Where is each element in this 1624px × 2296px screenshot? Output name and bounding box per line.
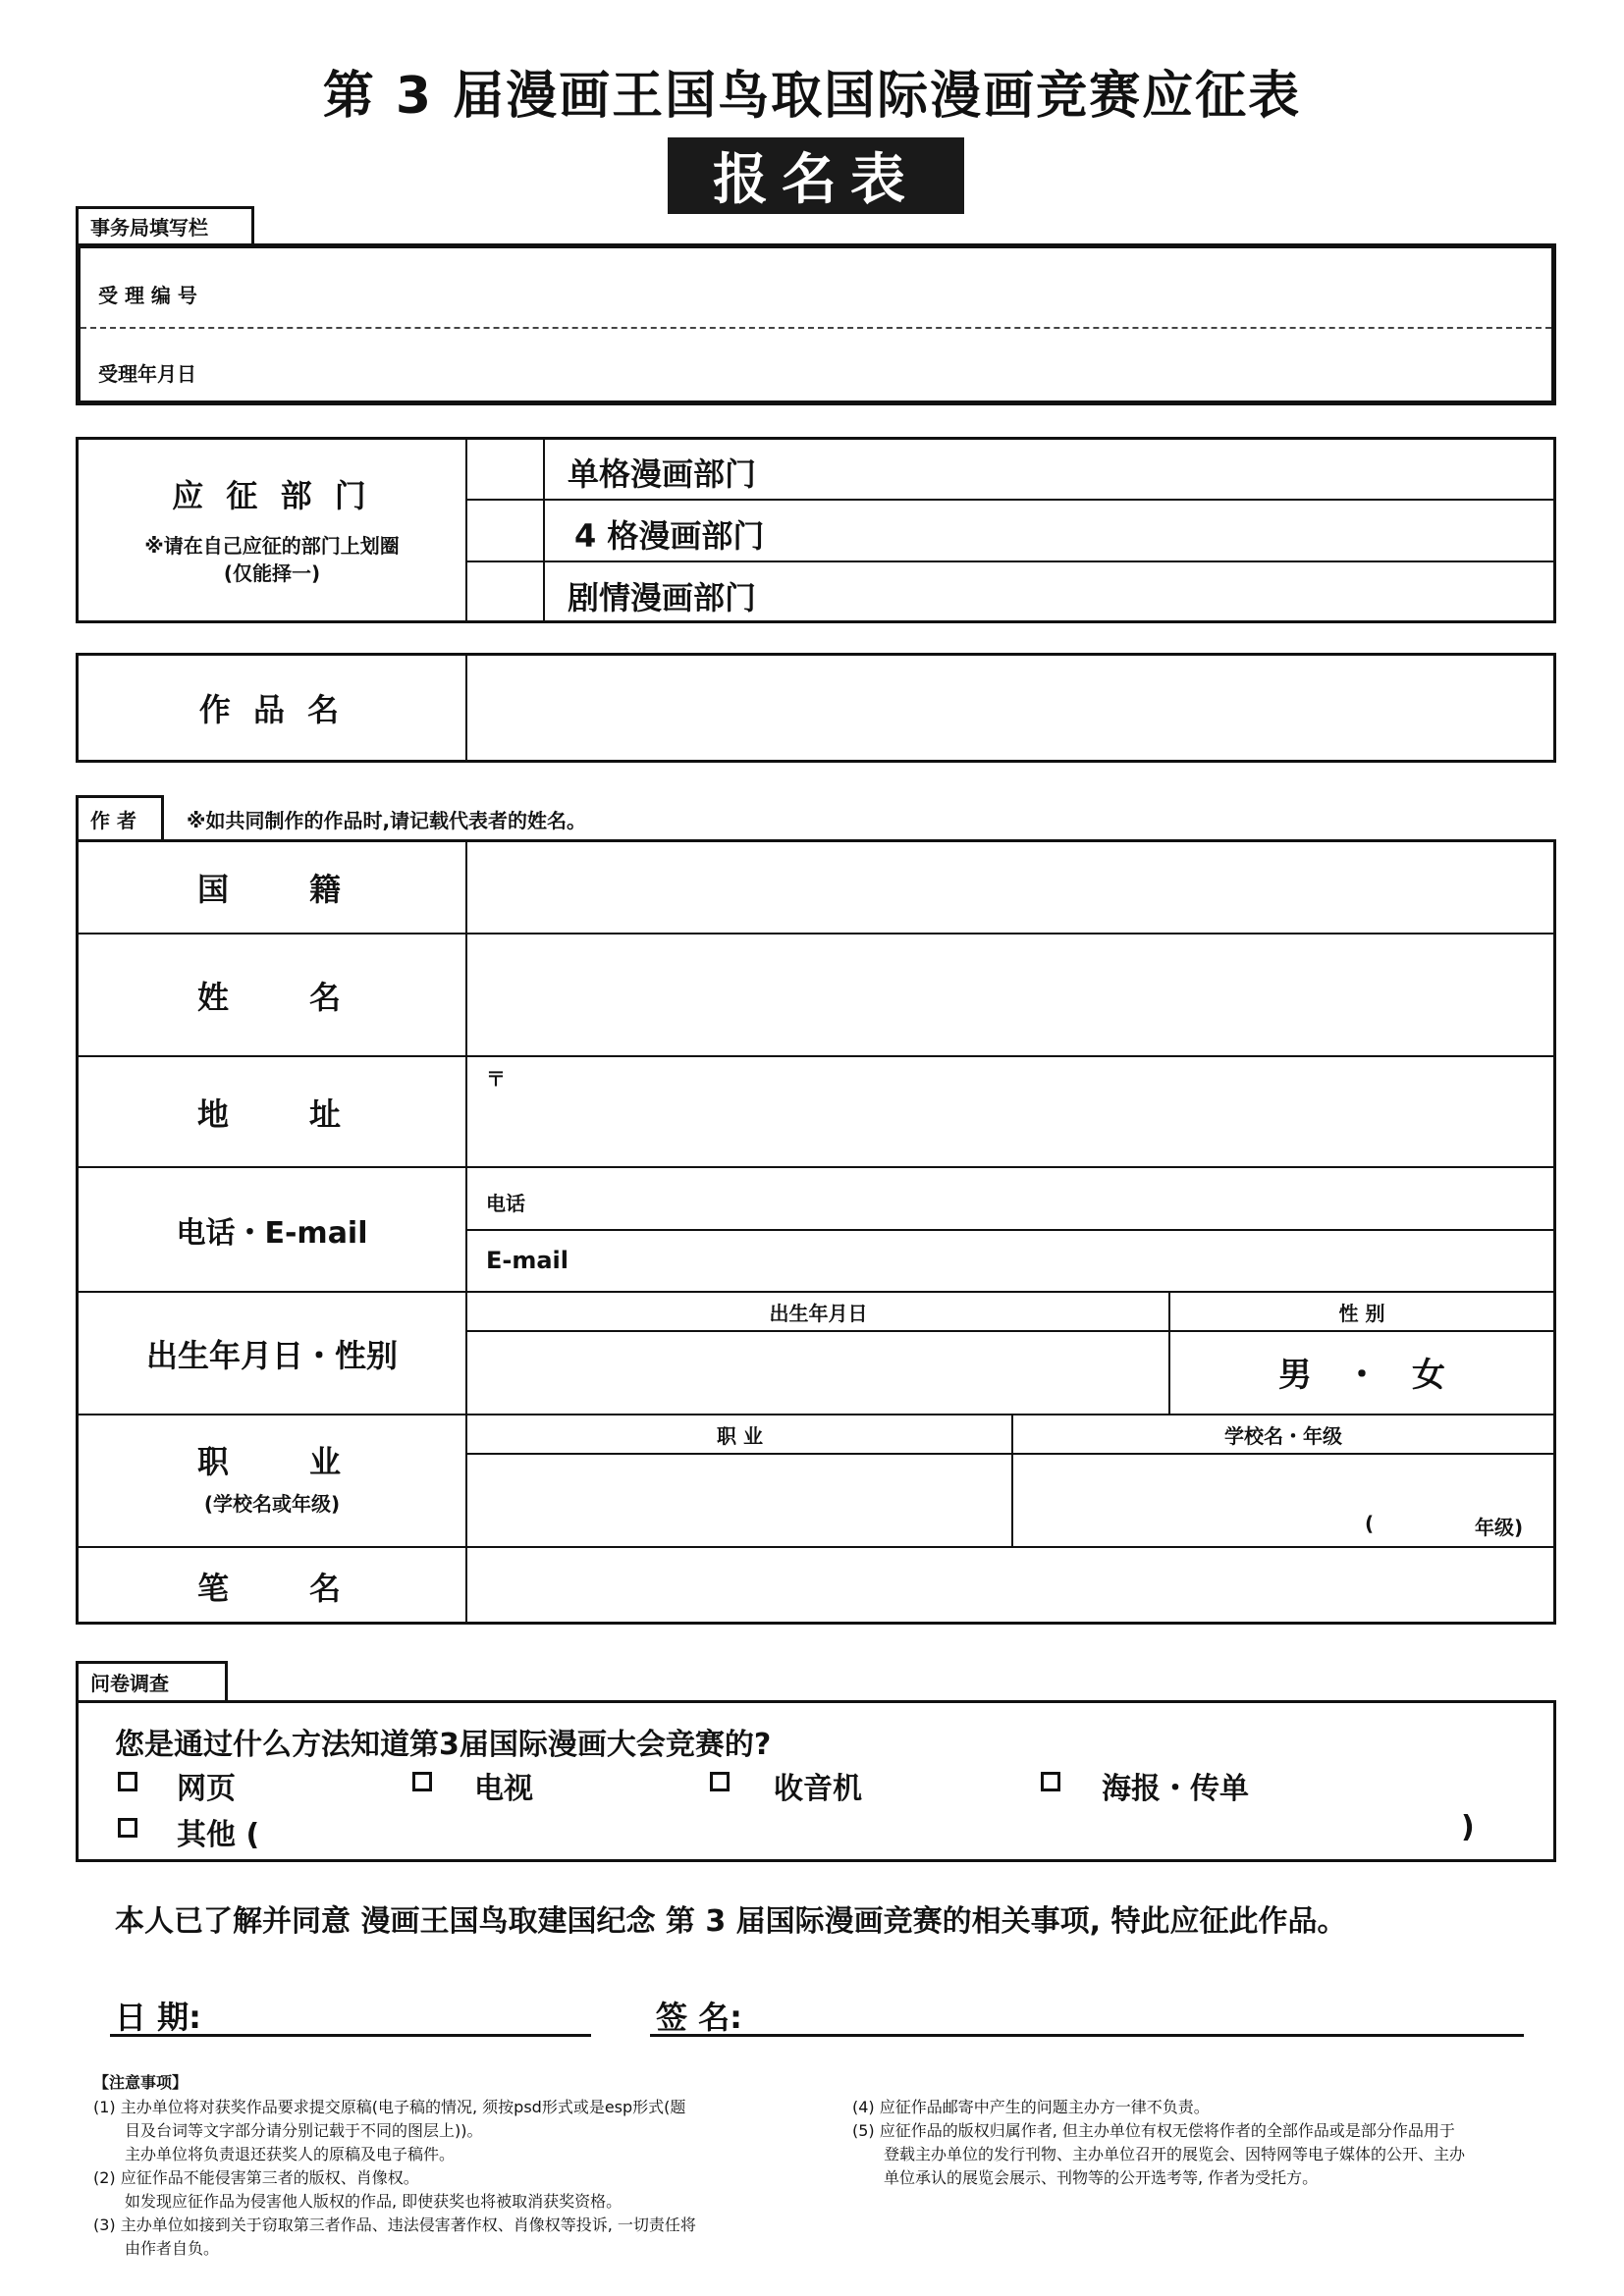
birth-date-field[interactable] [468, 1332, 1168, 1412]
note-line: 如发现应征作品为侵害他人版权的作品, 即使获奖也将被取消获奖资格。 [93, 2192, 623, 2211]
occupation-sub-label: (学校名或年级) [203, 1491, 341, 1516]
date-underline [110, 2034, 591, 2037]
survey-other-field[interactable] [285, 1811, 1453, 1850]
category-divider-v2 [543, 437, 545, 623]
school-field[interactable] [1013, 1455, 1553, 1544]
form-banner: 报名表 [668, 137, 964, 214]
date-field[interactable] [226, 1988, 589, 2032]
sign-label: 签 名: [656, 1999, 742, 2036]
sign-underline [650, 2034, 1524, 2037]
note-line: (5) 应征作品的版权归属作者, 但主办单位有权无偿将作者的全部作品或是部分作品用于 [852, 2121, 1455, 2140]
notes-title: 【注意事项】 [93, 2073, 189, 2092]
birth-header: 出生年月日 [769, 1301, 868, 1325]
nationality-field[interactable] [468, 842, 1553, 931]
occupation-header: 职 业 [717, 1423, 763, 1448]
receipt-date-label: 受理年月日 [98, 362, 196, 386]
category-note-1: ※请在自己应征的部门上划圈 [144, 533, 400, 558]
survey-checkbox-poster[interactable] [1041, 1772, 1060, 1791]
category-divider-h2 [465, 561, 1556, 562]
address-field[interactable] [468, 1057, 1553, 1164]
work-title-field[interactable] [468, 656, 1553, 760]
grade-close: 年级) [1475, 1516, 1524, 1539]
name-field[interactable] [468, 934, 1553, 1053]
category-option-single-panel: 单格漫画部门 [568, 455, 757, 493]
declaration-text: 本人已了解并同意 漫画王国鸟取建国纪念 第 3 届国际漫画竞赛的相关事项, 特此应征此作品。 [115, 1904, 1347, 1939]
category-circle-slot-1[interactable] [467, 439, 543, 499]
survey-question: 您是通过什么方法知道第3届国际漫画大会竞赛的? [115, 1728, 772, 1762]
survey-option-poster: 海报・传单 [1102, 1772, 1249, 1806]
survey-checkbox-other[interactable] [118, 1818, 137, 1838]
work-title-divider [465, 653, 467, 763]
note-line: 由作者自负。 [93, 2239, 220, 2258]
note-line: 单位承认的展览会展示、刊物等的公开选考等, 作者为受托方。 [852, 2168, 1319, 2187]
survey-option-web: 网页 [177, 1772, 236, 1806]
address-label: 地 址 [196, 1095, 347, 1133]
signature-field[interactable] [766, 1988, 1522, 2032]
form-title: 第 3 届漫画王国鸟取国际漫画竞赛应征表 [322, 67, 1302, 126]
postal-mark: 〒 [486, 1067, 506, 1091]
category-divider-h1 [465, 499, 1556, 501]
survey-checkbox-web[interactable] [118, 1772, 137, 1791]
pen-name-label: 笔 名 [196, 1570, 347, 1607]
survey-option-tv: 电视 [474, 1772, 533, 1806]
work-title-label: 作 品 名 [198, 691, 346, 728]
grade-open: ( [1365, 1512, 1375, 1535]
survey-checkbox-radio[interactable] [710, 1772, 730, 1791]
date-label: 日 期: [115, 1999, 201, 2036]
category-circle-slot-3[interactable] [467, 562, 543, 621]
birth-gender-label: 出生年月日・性别 [145, 1336, 398, 1374]
contact-label: 电话・E-mail [176, 1215, 368, 1251]
survey-other-close: ) [1461, 1810, 1475, 1844]
phone-field[interactable] [550, 1170, 1551, 1227]
survey-tab: 问卷调查 [76, 1661, 228, 1700]
office-box [76, 243, 1556, 405]
note-line: 登载主办单位的发行刊物、主办单位召开的展览会、因特网等电子媒体的公开、主办 [852, 2145, 1466, 2163]
note-line: (1) 主办单位将对获奖作品要求提交原稿(电子稿的情况, 须按psd形式或是esp形式(题 [93, 2098, 686, 2116]
note-line: 主办单位将负责退还获奖人的原稿及电子稿件。 [93, 2145, 456, 2163]
occupation-label: 职 业 [196, 1443, 347, 1480]
email-label: E-mail [486, 1247, 569, 1274]
name-label: 姓 名 [196, 978, 347, 1016]
notes-right [852, 2096, 1579, 2190]
office-divider [81, 327, 1551, 329]
gender-options[interactable]: 男 ・ 女 [1278, 1356, 1445, 1395]
note-line: (2) 应征作品不能侵害第三者的版权、肖像权。 [93, 2168, 419, 2187]
school-header: 学校名・年级 [1224, 1423, 1342, 1448]
category-circle-slot-2[interactable] [467, 501, 543, 561]
survey-checkbox-tv[interactable] [412, 1772, 432, 1791]
occupation-field[interactable] [468, 1455, 1011, 1544]
category-note-2: (仅能择一) [223, 561, 321, 585]
survey-option-other: 其他 ( [177, 1818, 260, 1852]
category-option-four-panel: 4 格漫画部门 [574, 517, 765, 555]
receipt-number-label: 受 理 编 号 [98, 284, 197, 307]
notes-left [93, 2096, 839, 2261]
nationality-label: 国 籍 [196, 871, 347, 908]
gender-header: 性 别 [1338, 1301, 1385, 1325]
note-line: 目及台词等文字部分请分别记载于不同的图层上))。 [93, 2121, 483, 2140]
pen-name-field[interactable] [468, 1548, 1553, 1622]
phone-label: 电话 [486, 1192, 525, 1215]
email-field[interactable] [589, 1231, 1551, 1289]
author-divider-v [465, 839, 467, 1625]
survey-option-radio: 收音机 [774, 1772, 862, 1806]
author-note: ※如共同制作的作品时,请记载代表者的姓名。 [187, 809, 587, 832]
author-tab: 作 者 [76, 795, 164, 839]
note-line: (4) 应征作品邮寄中产生的问题主办方一律不负责。 [852, 2098, 1210, 2116]
category-label: 应 征 部 门 [172, 477, 372, 514]
category-option-story: 剧情漫画部门 [568, 579, 757, 616]
note-line: (3) 主办单位如接到关于窃取第三者作品、违法侵害著作权、肖像权等投诉, 一切责任将 [93, 2216, 696, 2234]
office-tab: 事务局填写栏 [76, 206, 254, 243]
